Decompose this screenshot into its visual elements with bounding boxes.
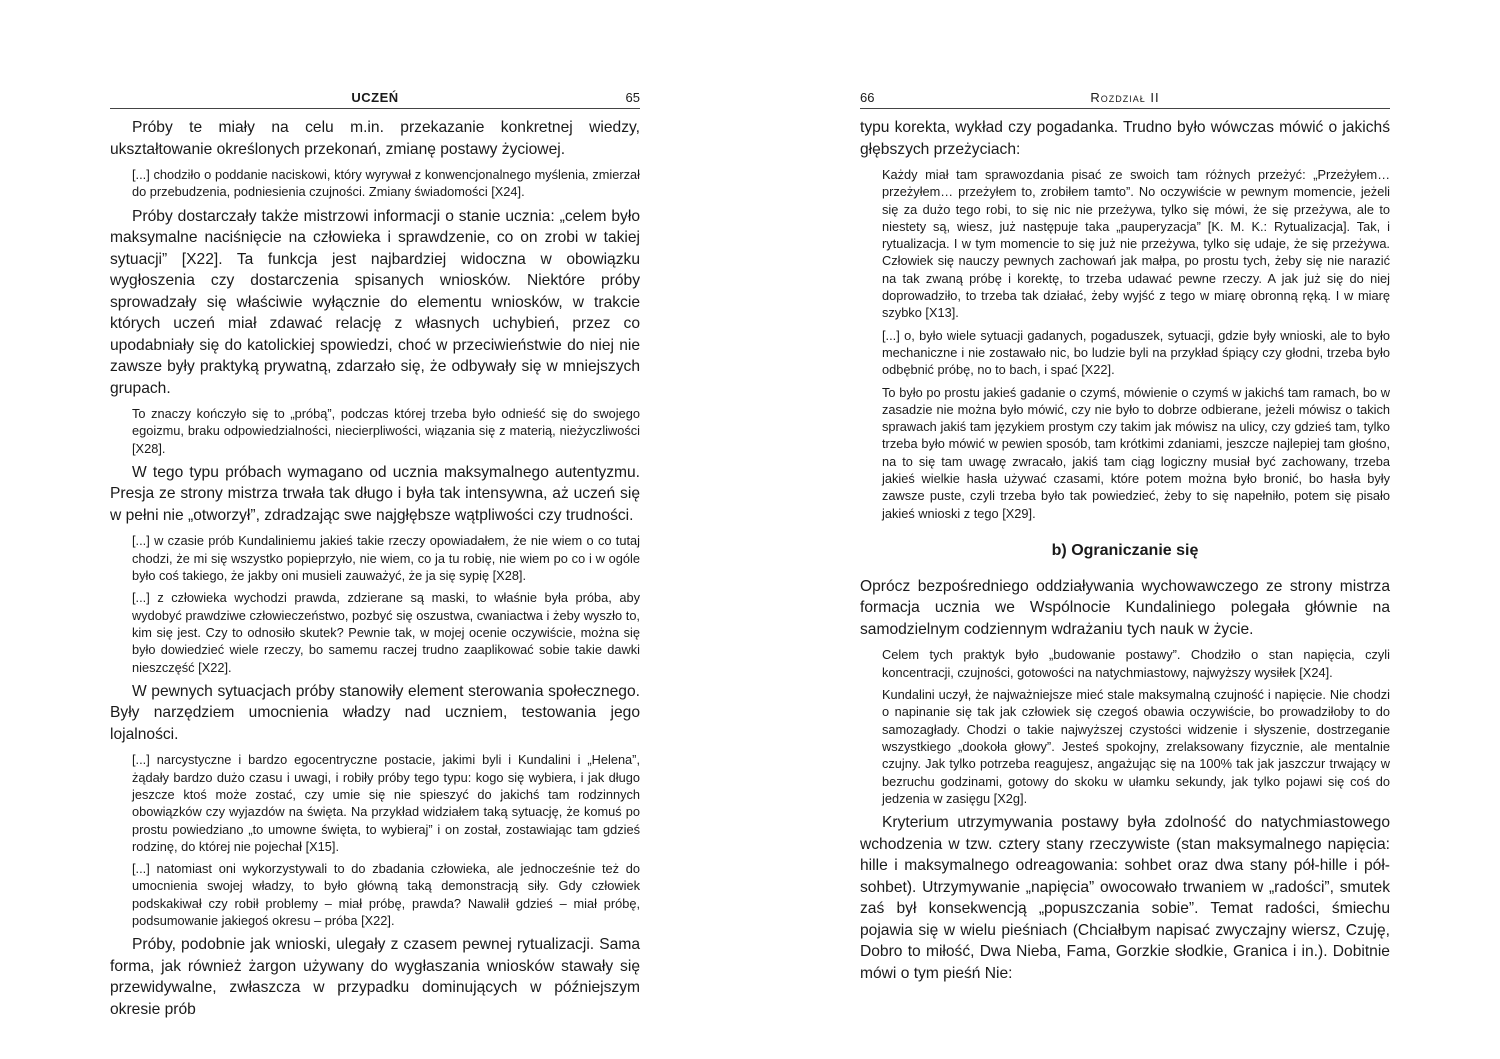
paragraph: Próby, podobnie jak wnioski, ulegały z czasem pewnej rytualizacji. Sama forma, jak również żargon używany do wygłaszania wniosków stawały się przewidywalne, zwłaszcza w przypadku dominujących w późniejszym okresie prób [110, 936, 640, 1018]
block-quote: [...] w czasie prób Kundaliniemu jakieś takie rzeczy opowiadałem, że nie wiem o co tutaj chodzi, że mi się wszystko popieprzyło, nie wiem, co ja tu robię, nie wiem po co i w ogóle było coś takiego, że jakby oni musieli zauważyć, że ja się sypię [X28]. [132, 533, 640, 584]
paragraph: Kryterium utrzymywania postawy była zdolność do natychmiastowego wchodzenia w tzw. cztery stany rzeczywiste (stan maksymalnego napięcia: hille i maksymalnego odreagowania: sohbet oraz dwa stany pół-hille i pół-sohbet). Utrzymywanie „napięcia” owocowało trwaniem w „radości”, smutek zaś był konsekwencją „popuszczania sobie”. Temat radości, śmiechu pojawia się w wielu pieśniach (Chciałbym napisać zwyczajny wiersz, Czuję, Dobro to miłość, Dwa Nieba, Fama, Gorzkie słodkie, Granica i in.). Dobitnie mówi o tym pieśń Nie: [860, 814, 1390, 982]
chapter-title: Rozdział II [1090, 90, 1160, 105]
chapter-title: UCZEŃ [351, 90, 399, 105]
page-number: 65 [625, 90, 640, 105]
right-page [860, 88, 1390, 990]
block-quote: [...] natomiast oni wykorzystywali to do zbadania człowieka, ale jednocześnie też do umocnienia swojej władzy, to było główną taką demonstracją siły. Gdy człowiek podskakiwał czy robił problemy – miał próbę, prawda? Nawalił gdzieś – miał próbę, podsumowanie jakiegoś okresu – próba [X22]. [132, 861, 640, 929]
block-quote: [...] o, było wiele sytuacji gadanych, pogaduszek, sytuacji, gdzie były wnioski, ale to było mechaniczne i nie zostawało nic, bo ludzie byli na przykład śpiący czy głodni, trzeba było odbębnić próbę, no to bach, i spać [X22]. [882, 327, 1390, 378]
block-quote: Celem tych praktyk było „budowanie postawy”. Chodziło o stan napięcia, czyli koncentracji, czujności, gotowości na natychmiastowy, najwyższy wysiłek [X24]. [882, 647, 1390, 680]
page-number: 66 [860, 90, 875, 105]
paragraph: W pewnych sytuacjach próby stanowiły element sterowania społecznego. Były narzędziem umocnienia władzy nad uczniem, testowania jego lojalności. [110, 682, 640, 743]
paragraph: W tego typu próbach wymagano od ucznia maksymalnego autentyzmu. Presja ze strony mistrza trwała tak długo i była tak intensywna, aż uczeń się w pełni nie „otworzył”, zdradzając swe najgłębsze wątpliwości czy trudności. [110, 463, 640, 524]
left-page [110, 88, 640, 1026]
section-heading: b) Ograniczanie się [1051, 541, 1199, 559]
block-quote: [...] narcystyczne i bardzo egocentryczne postacie, jakimi byli i Kundalini i „Helena”, żądały bardzo dużo czasu i uwagi, i robiły próby tego typu: kogo się wybiera, i jak długo jeszcze ktoś może zostać, czy umie się nie spieszyć do jakichś tam rodzinnych obowiązków czy wyjazdów na święta. Na przykład widziałem taką sytuację, że komuś po prostu powiedziano „to umowne święta, to wybieraj” i on został, zostawiając tam gdzieś rodzinę, do której nie pojechał [X15]. [132, 752, 640, 854]
block-quote: [...] z człowieka wychodzi prawda, zdzierane są maski, to właśnie była próba, aby wydobyć prawdziwe człowieczeństwo, pozbyć się oszustwa, cwaniactwa i żeby wyszło to, kim się jest. Czy to odnosiło skutek? Pewnie tak, w mojej ocenie oczywiście, można się było dowiedzieć wiele rzeczy, bo samemu raczej trudno zaaplikować sobie takie dawki nieszczęść [X22]. [132, 590, 640, 675]
running-header [860, 88, 1390, 109]
block-quote: Każdy miał tam sprawozdania pisać ze swoich tam różnych przeżyć: „Przeżyłem… przeżyłem… przeżyłem to, zrobiłem tamto”. No oczywiście w pewnym momencie, jeżeli się za dużo tego robi, to się nic nie przeżywa, tylko się mówi, że się przeżywa, ale to niestety są, wiesz, już następuje taka „pauperyzacja” [K. M. K.: Rytualizacja]. Tak, i rytualizacja. I w tym momencie to się już nie przeżywa, tylko się udaje, że się przeżywa. Człowiek się nauczy pewnych zachowań jak małpa, po prostu tych, żeby się nie narazić na tak zwaną próbę i korektę, to trzeba udawać pewne rzeczy. A jak już się do niej doprowadziło, to trzeba tak działać, żeby wyjść z tego w miarę obronną ręką. I w miarę szybko [X13]. [882, 167, 1390, 321]
paragraph: typu korekta, wykład czy pogadanka. Trudno było wówczas mówić o jakichś głębszych przeżyciach: [860, 119, 1390, 158]
block-quote: Kundalini uczył, że najważniejsze mieć stale maksymalną czujność i napięcie. Nie chodzi o napinanie się tak jak człowiek się czegoś obawia oczywiście, bo prowadziłoby to do samozagłady. Chodzi o takie najwyższej czystości widzenie i słyszenie, dostrzeganie wszystkiego „dookoła głowy”. Jesteś spokojny, zrelaksowany fizycznie, ale mentalnie czujny. Jak tylko potrzeba reagujesz, angażując się na 100% tak jak jaszczur trwający w bezruchu godzinami, gotowy do skoku w ułamku sekundy, jak tylko pojawi się coś do jedzenia w zasięgu [X2g]. [882, 687, 1390, 806]
running-header [110, 88, 640, 109]
paragraph: Próby dostarczały także mistrzowi informacji o stanie ucznia: „celem było maksymalne naciśnięcie na człowieka i sprawdzenie, co on zrobi w takiej sytuacji” [X22]. Ta funkcja jest najbardziej widoczna w obowiązku wygłoszenia czy dostarczenia spisanych wniosków. Niektóre próby sprowadzały się właściwie wyłącznie do elementu wniosków, w trakcie których uczeń miał zdawać relację z własnych uchybień, przez co upodabniały się do katolickiej spowiedzi, choć w przeciwieństwie do niej nie zawsze były praktyką prywatną, zdarzało się, że odbywały się w mniejszych grupach. [110, 207, 640, 397]
block-quote: To znaczy kończyło się to „próbą”, podczas której trzeba było odnieść się do swojego egoizmu, braku odpowiedzialności, niecierpliwości, wiązania się z materią, nieżyczliwości [X28]. [132, 406, 640, 456]
paragraph: Oprócz bezpośredniego oddziaływania wychowawczego ze strony mistrza formacja ucznia we Wspólnocie Kundaliniego polegała głównie na samodzielnym codziennym wdrażaniu tych nauk w życie. [860, 577, 1390, 638]
page-content [860, 117, 1390, 984]
page-content [110, 117, 640, 1020]
paragraph: Próby te miały na celu m.in. przekazanie konkretnej wiedzy, ukształtowanie określonych przekonań, zmianę postawy życiowej. [110, 119, 640, 158]
block-quote: [...] chodziło o poddanie naciskowi, który wyrywał z konwencjonalnego myślenia, zmierzał do przebudzenia, podniesienia czujności. Zmiany świadomości [X24]. [132, 167, 640, 200]
block-quote: To było po prostu jakieś gadanie o czymś, mówienie o czymś w jakichś tam ramach, bo w zasadzie nie można było mówić, czy nie było to dobrze odbierane, jeżeli mówisz o takich sprawach jakiś tam językiem prostym czy takim jak mówisz na ulicy, czy gdzieś tam, tylko trzeba było mówić w pewien sposób, tam krótkimi zdaniami, jeszcze najlepiej tam głośno, na to się tam uwagę zwracało, jakiś tam ciąg logiczny musiał być zachowany, trzeba jakieś wielkie hasła używać czasami, które potem można było bronić, bo hasła były zawsze puste, czyli trzeba było tak powiedzieć, żeby to się napełniło, potem się pisało jakieś wnioski z tego [X29]. [882, 384, 1390, 521]
